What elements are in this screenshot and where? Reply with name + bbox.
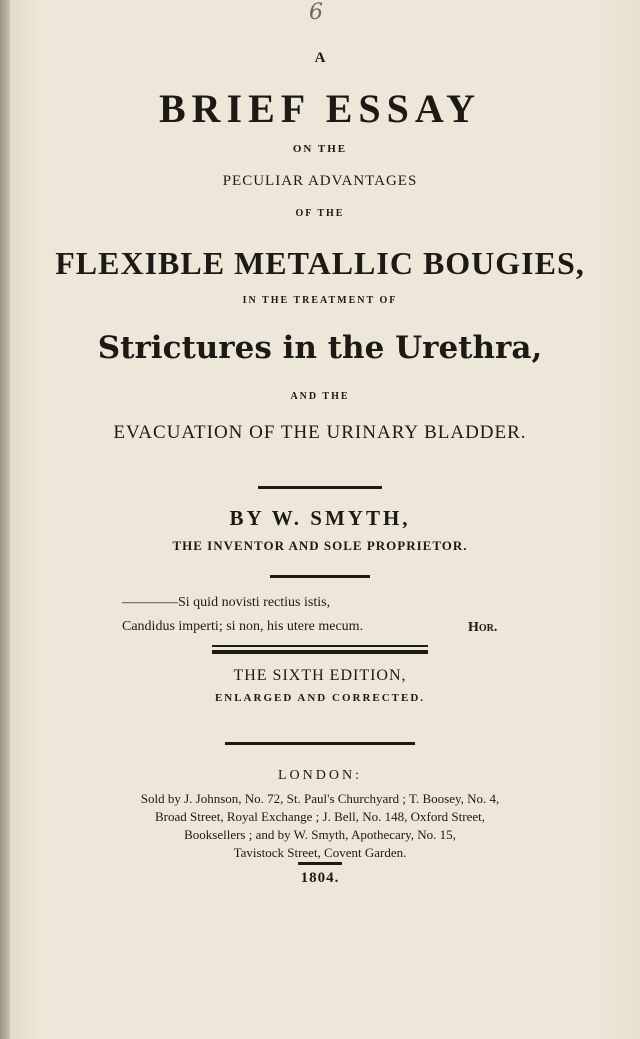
imprint-line-3: Booksellers ; and by W. Smyth, Apothecary, No. 15, bbox=[184, 827, 456, 842]
divider-rule-1 bbox=[258, 486, 382, 489]
double-rule-bottom bbox=[212, 650, 428, 654]
motto-line-1: ————Si quid novisti rectius istis, bbox=[122, 595, 331, 610]
edition-line: THE SIXTH EDITION, bbox=[233, 667, 407, 684]
publication-year: 1804. bbox=[300, 870, 340, 886]
and-the-label: AND THE bbox=[290, 391, 350, 402]
author-line: BY W. SMYTH, bbox=[229, 506, 411, 530]
motto-source: Hor. bbox=[468, 620, 498, 635]
divider-rule-4 bbox=[298, 862, 342, 865]
motto-line-2: Candidus imperti; si non, his utere mecum. bbox=[122, 619, 364, 634]
imprint-line-2: Broad Street, Royal Exchange ; J. Bell, No. 148, Oxford Street, bbox=[155, 809, 485, 824]
imprint-line-4: Tavistock Street, Covent Garden. bbox=[233, 845, 407, 860]
subject-line-evacuation: EVACUATION OF THE URINARY BLADDER. bbox=[113, 422, 527, 443]
title-article: A bbox=[314, 50, 326, 66]
divider-rule-3 bbox=[225, 742, 415, 745]
subject-line-strictures: Strictures in the Urethra, bbox=[97, 330, 543, 366]
double-rule-top bbox=[212, 645, 428, 647]
imprint-place: LONDON: bbox=[278, 768, 362, 783]
divider-rule-2 bbox=[270, 575, 370, 578]
imprint-block bbox=[0, 790, 640, 862]
subject-line-peculiar: PECULIAR ADVANTAGES bbox=[222, 173, 418, 189]
main-title: BRIEF ESSAY bbox=[158, 86, 482, 131]
author-role: THE INVENTOR AND SOLE PROPRIETOR. bbox=[172, 538, 468, 553]
subject-line-bougies: FLEXIBLE METALLIC BOUGIES, bbox=[55, 245, 585, 281]
handwritten-page-number: 6 bbox=[309, 0, 323, 25]
edition-note: ENLARGED AND CORRECTED. bbox=[214, 692, 426, 704]
on-the-label: ON THE bbox=[292, 143, 348, 155]
treatment-label: IN THE TREATMENT OF bbox=[242, 295, 398, 306]
of-the-label: OF THE bbox=[295, 208, 345, 219]
imprint-line-1: Sold by J. Johnson, No. 72, St. Paul's Churchyard ; T. Boosey, No. 4, bbox=[140, 791, 500, 806]
